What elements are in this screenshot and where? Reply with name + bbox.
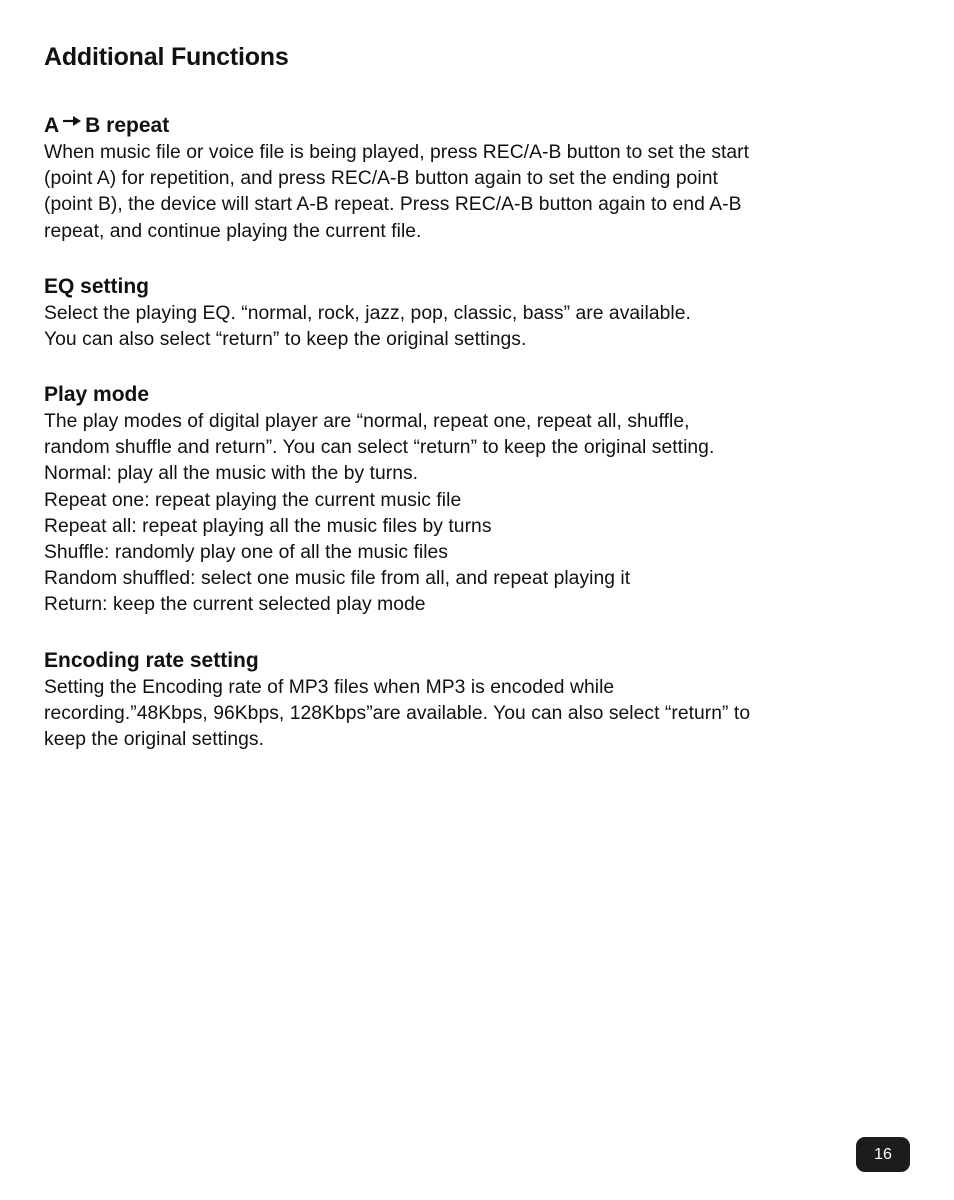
paragraph-line: Normal: play all the music with the by turns. xyxy=(44,463,419,485)
heading-point-b-repeat: B repeat xyxy=(85,114,170,137)
paragraph-line: You can also select “return” to keep the original settings. xyxy=(44,329,527,351)
paragraph-line: (point A) for repetition, and press REC/A-B button again to set the ending point xyxy=(44,168,718,190)
paragraph-line: Return: keep the current selected play mode xyxy=(44,594,426,616)
arrow-right-icon xyxy=(62,114,82,128)
paragraph-line: repeat, and continue playing the current file. xyxy=(44,220,422,242)
section-heading-eq-setting: EQ setting xyxy=(44,275,150,298)
paragraph-line: Repeat one: repeat playing the current music file xyxy=(44,489,462,511)
paragraph-line: keep the original settings. xyxy=(44,729,265,751)
section-eq-setting xyxy=(44,273,914,353)
paragraph-line: recording.”48Kbps, 96Kbps, 128Kbps”are available. You can also select “return” to xyxy=(44,703,751,725)
section-play-mode xyxy=(44,381,914,619)
paragraph-line: (point B), the device will start A-B repeat. Press REC/A-B button again to end A-B xyxy=(44,194,742,216)
section-encoding-rate-setting xyxy=(44,647,914,754)
section-ab-repeat xyxy=(44,112,914,245)
section-heading-encoding-rate: Encoding rate setting xyxy=(44,649,259,672)
paragraph-line: The play modes of digital player are “normal, repeat one, repeat all, shuffle, xyxy=(44,411,690,432)
paragraph-line: When music file or voice file is being played, press REC/A-B button to set the start xyxy=(44,142,750,163)
paragraph-line: Shuffle: randomly play one of all the music files xyxy=(44,542,448,564)
paragraph-line: Select the playing EQ. “normal, rock, jazz, pop, classic, bass” are available. xyxy=(44,303,691,324)
paragraph-line: Random shuffled: select one music file from all, and repeat playing it xyxy=(44,568,631,590)
paragraph-line: random shuffle and return”. You can select “return” to keep the original setting. xyxy=(44,437,715,459)
page-number-badge: 16 xyxy=(856,1137,910,1172)
paragraph-line: Setting the Encoding rate of MP3 files when MP3 is encoded while xyxy=(44,677,615,698)
page-title: Additional Functions xyxy=(44,43,289,71)
paragraph-line: Repeat all: repeat playing all the music files by turns xyxy=(44,515,492,537)
section-heading-play-mode: Play mode xyxy=(44,383,150,406)
section-heading-ab-repeat xyxy=(44,112,914,140)
heading-point-a: A xyxy=(44,114,60,137)
